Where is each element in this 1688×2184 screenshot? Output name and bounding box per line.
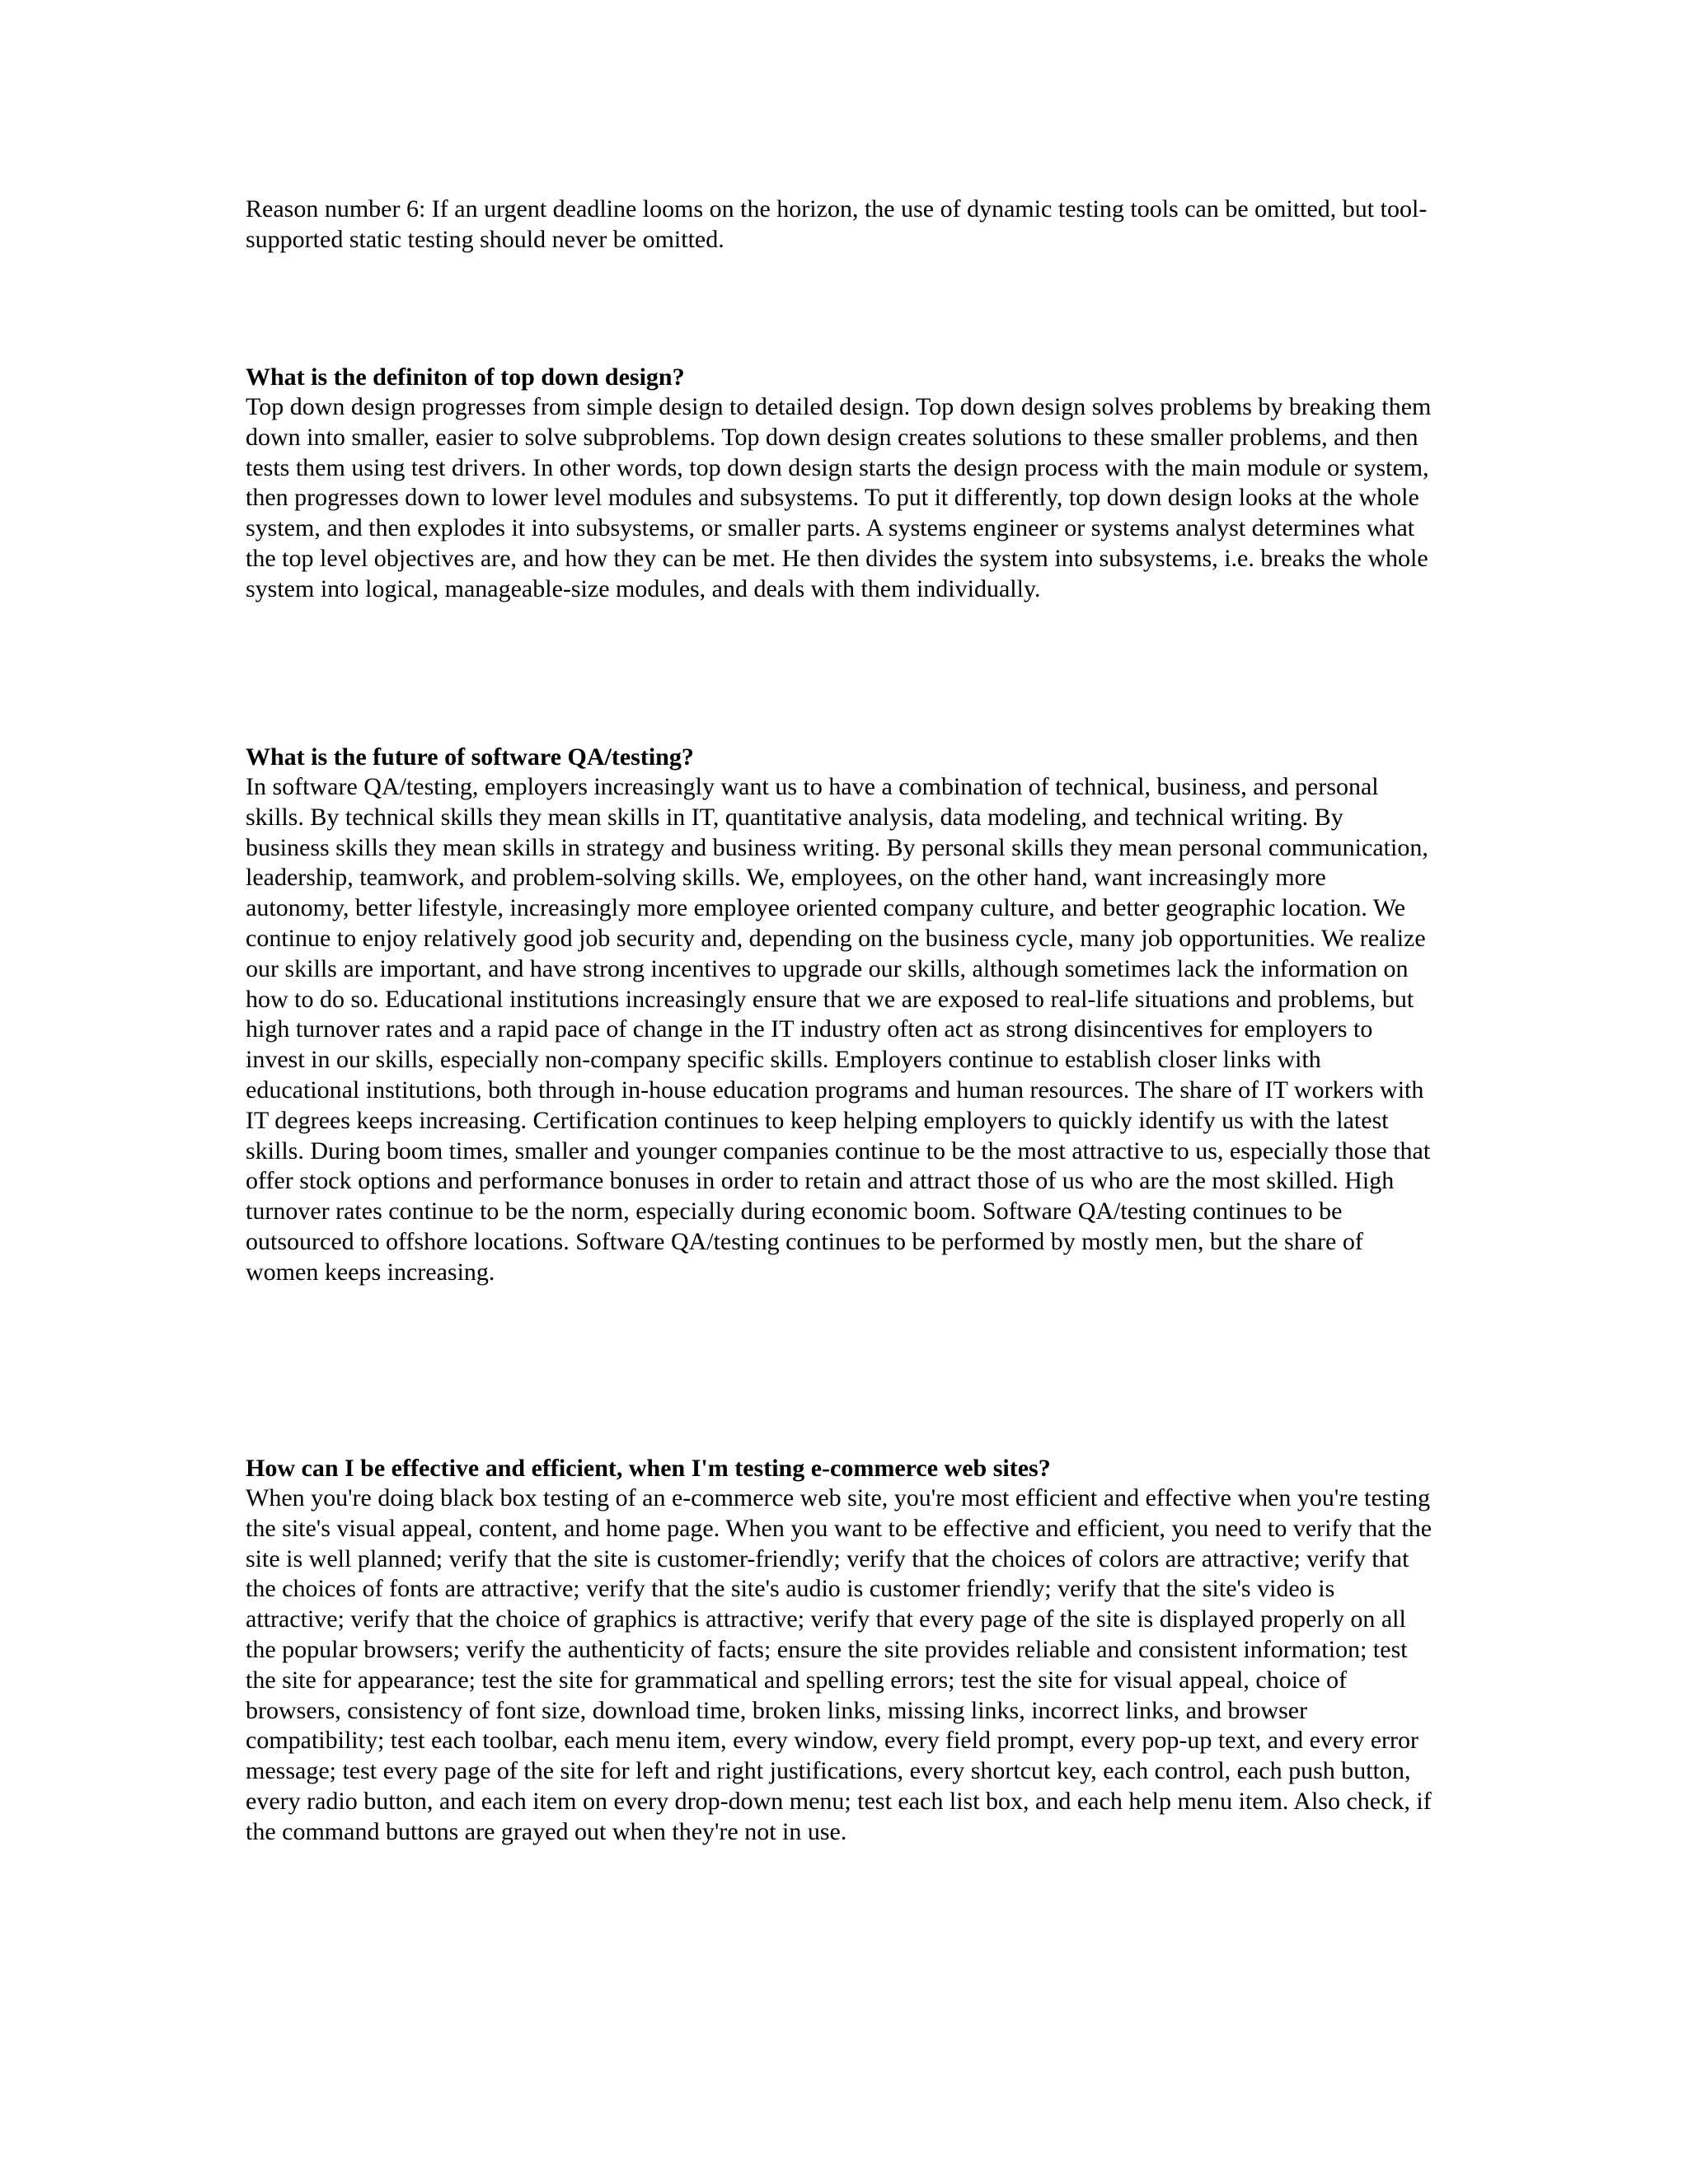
section-body: Top down design progresses from simple design to detailed design. Top down design solves problems by breaking them down into smaller, easier to solve subproblems. Top down design creates solutions to these smaller problems, and then tests them using test drivers. In other words, top down design starts the design process with the main module or system, then progresses down to lower level modules and subsystems. To put it differently, top down design looks at the whole system, and then explodes it into subsystems, or smaller parts. A systems engineer or systems analyst determines what the top level objectives are, and how they can be met. He then divides the system into subsystems, i.e. breaks the whole system into logical, manageable-size modules, and deals with them individually. bbox=[246, 393, 1432, 602]
section-top-down-design bbox=[246, 362, 1432, 605]
section-title: How can I be effective and efficient, when I'm testing e-commerce web sites? bbox=[246, 1455, 1051, 1482]
section-title: What is the future of software QA/testing? bbox=[246, 743, 694, 771]
section-body: Reason number 6: If an urgent deadline looms on the horizon, the use of dynamic testing tools can be omitted, but tool-supported static testing should never be omitted. bbox=[246, 195, 1428, 253]
section-body: When you're doing black box testing of an e-commerce web site, you're most efficient and effective when you're testing the site's visual appeal, content, and home page. When you want to be effective and efficient, you need to verify that the site is well planned; verify that the site is customer-friendly; verify that the choices of colors are attractive; verify that the choices of fonts are attractive; verify that the site's audio is customer friendly; verify that the site's video is attractive; verify that the choice of graphics is attractive; verify that every page of the site is displayed properly on all the popular browsers; verify the authenticity of facts; ensure the site provides reliable and consistent information; test the site for appearance; test the site for grammatical and spelling errors; test the site for visual appeal, choice of browsers, consistency of font size, download time, broken links, missing links, incorrect links, and browser compatibility; test each toolbar, each menu item, every window, every field prompt, every pop-up text, and every error message; test every page of the site for left and right justifications, every shortcut key, each control, each push button, every radio button, and each item on every drop-down menu; test each list box, and each help menu item. Also check, if the command buttons are grayed out when they're not in use. bbox=[246, 1484, 1432, 1845]
section-reason-6 bbox=[246, 194, 1432, 255]
section-future-of-qa bbox=[246, 742, 1432, 1288]
section-ecommerce-testing bbox=[246, 1453, 1432, 1848]
section-body: In software QA/testing, employers increasingly want us to have a combination of technical, business, and personal skills. By technical skills they mean skills in IT, quantitative analysis, data modeling, and technical writing. By business skills they mean skills in strategy and business writing. By personal skills they mean personal communication, leadership, teamwork, and problem-solving skills. We, employees, on the other hand, want increasingly more autonomy, better lifestyle, increasingly more employee oriented company culture, and better geographic location. We continue to enjoy relatively good job security and, depending on the business cycle, many job opportunities. We realize our skills are important, and have strong incentives to upgrade our skills, although sometimes lack the information on how to do so. Educational institutions increasingly ensure that we are exposed to real-life situations and problems, but high turnover rates and a rapid pace of change in the IT industry often act as strong disincentives for employers to invest in our skills, especially non-company specific skills. Employers continue to establish closer links with educational institutions, both through in-house education programs and human resources. The share of IT workers with IT degrees keeps increasing. Certification continues to keep helping employers to quickly identify us with the latest skills. During boom times, smaller and younger companies continue to be the most attractive to us, especially those that offer stock options and performance bonuses in order to retain and attract those of us who are the most skilled. High turnover rates continue to be the norm, especially during economic boom. Software QA/testing continues to be outsourced to offshore locations. Software QA/testing continues to be performed by mostly men, but the share of women keeps increasing. bbox=[246, 773, 1431, 1286]
section-title: What is the definiton of top down design? bbox=[246, 363, 685, 391]
